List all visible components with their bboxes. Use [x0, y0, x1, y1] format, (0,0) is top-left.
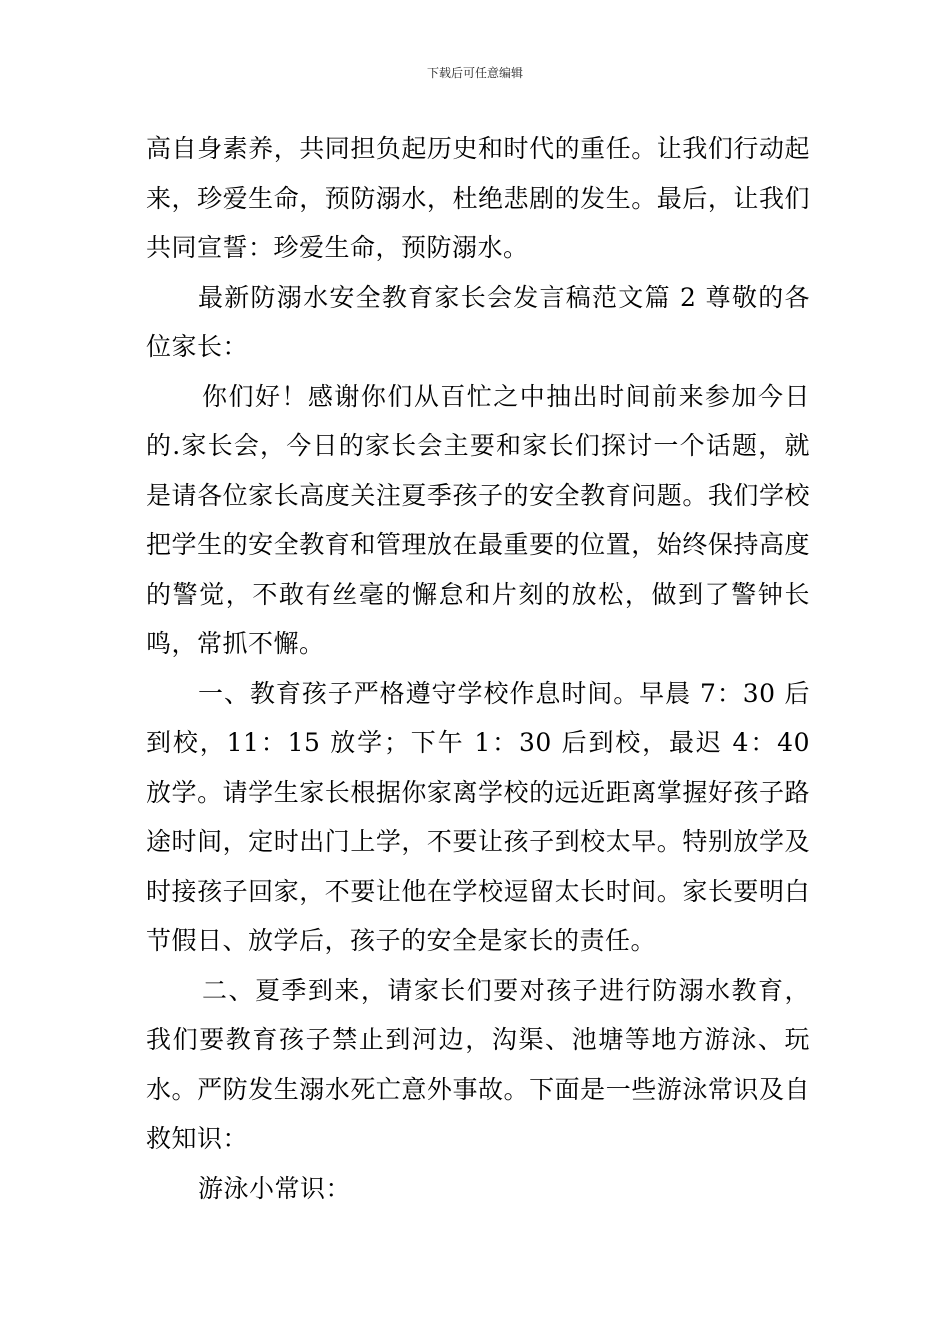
- paragraph-swimming-tips-heading: 游泳小常识：: [198, 1173, 352, 1203]
- paragraph-article-title: 最新防溺水安全教育家长会发言稿范文篇 2 尊敬的各位家长：: [146, 282, 810, 361]
- paragraph-greeting: 你们好！感谢你们从百忙之中抽出时间前来参加今日的.家长会，今日的家长会主要和家长们探讨一个话题，就是请各位家长高度关注夏季孩子的安全教育问题。我们学校把学生的安全教育和管理放在最重要的位置，始终保持高度的警觉，不敢有丝毫的懈怠和片刻的放松，做到了警钟长鸣，常抓不懈。: [146, 381, 810, 658]
- page-header: 下载后可任意编辑: [426, 66, 523, 80]
- paragraph-point-one: 一、教育孩子严格遵守学校作息时间。早晨 7：30 后到校，11：15 放学；下午 1：30 后到校，最迟 4：40 放学。请学生家长根据你家离学校的远近距离掌握好孩子路途时间，定时出门上学，不要让孩子到校太早。特别放学及时接孩子回家，不要让他在学校逗留太长时间。家长要明白节假日、放学后，孩子的安全是家长的责任。: [146, 678, 810, 955]
- paragraph-point-two: 二、夏季到来，请家长们要对孩子进行防溺水教育，我们要教育孩子禁止到河边，沟渠、池塘等地方游泳、玩水。严防发生溺水死亡意外事故。下面是一些游泳常识及自救知识：: [146, 975, 810, 1153]
- paragraph-closing: 高自身素养，共同担负起历史和时代的重任。让我们行动起来，珍爱生命，预防溺水，杜绝悲剧的发生。最后，让我们共同宣誓：珍爱生命，预防溺水。: [146, 134, 810, 262]
- document-body: [146, 124, 810, 1213]
